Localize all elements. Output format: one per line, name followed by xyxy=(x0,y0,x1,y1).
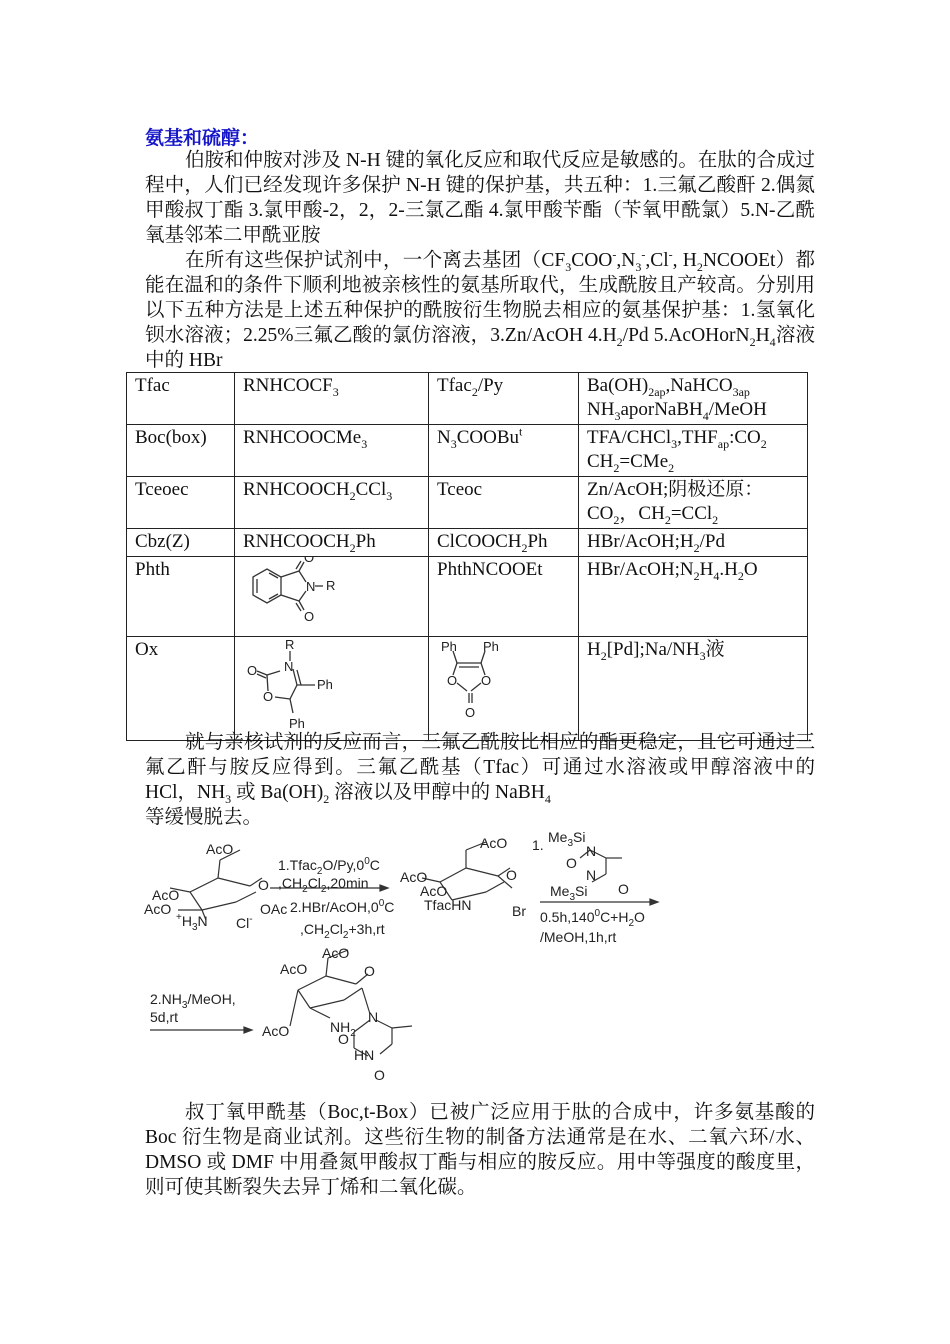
phthalimide-structure xyxy=(235,557,429,637)
svg-text:NH2: $NH_2$ xyxy=(330,1019,356,1039)
group-name: Phth xyxy=(127,557,235,637)
svg-text:O: O xyxy=(447,673,458,688)
reagent: PhthNCOOEt xyxy=(429,557,579,637)
reagent: Tfac$_2$/Py xyxy=(429,373,579,425)
svg-text:O: O xyxy=(374,1067,385,1083)
svg-text:R: R xyxy=(326,578,336,593)
svg-text:AcO: AcO xyxy=(262,1023,290,1039)
table-row xyxy=(127,373,808,425)
svg-text:TfacHN: TfacHN xyxy=(424,897,472,913)
removal-conditions: $Ba(OH)_{2ap},NaHCO_{3ap}$ $NH_3aporNaBH_4$/MeOH xyxy=(579,373,808,425)
svg-text:O: O xyxy=(304,609,315,624)
svg-text:N: N xyxy=(586,867,597,883)
svg-text:O: O xyxy=(364,963,375,979)
boc-text: 叔丁氧甲酰基（Boc,t-Box）已被广泛应用于肽的合成中，许多氨基酸的 Boc 衍生物是商业试剂。这些衍生物的制备方法通常是在水、二氧六环/水、DMSO 或 DMF 中用叠氮甲酸叔丁酯与相应的胺反应。用中等强度的酸度里，则可使其断裂失去异丁烯和二氧化碳。 xyxy=(145,1102,815,1198)
derivative-formula: $RNHCOOCH_2Ph$ xyxy=(235,529,429,557)
intro-paragraph-2 xyxy=(145,248,815,373)
removal-conditions: HBr/$AcOH;H_2/Pd$ xyxy=(579,529,808,557)
protecting-group-table xyxy=(126,372,808,741)
section-heading: 氨基和硫醇： xyxy=(145,127,260,149)
svg-text:N: N xyxy=(368,1009,379,1025)
reaction-scheme xyxy=(140,830,680,1090)
tfac-text: 就与亲核试剂的反应而言，三氟乙酰胺比相应的酯更稳定，且它可通过三氟乙酐与胺反应得到。三氟乙酰基（Tfac）可通过水溶液或甲醇溶液中的 HCl，$NH_3$ 或 $Ba(OH)_2$ 溶液以及甲醇中的 NaBH$_4$ 等缓慢脱去。 xyxy=(145,732,815,828)
svg-text:HN: HN xyxy=(354,1047,375,1063)
svg-text:Ph: Ph xyxy=(483,639,499,654)
svg-text:O: O xyxy=(465,705,476,720)
svg-text:O: O xyxy=(263,689,274,704)
svg-text:O: O xyxy=(338,1031,349,1047)
removal-conditions: Zn/AcOH;阴极还原： $CO_2$，$CH_2=CCl_2$ xyxy=(579,477,808,529)
svg-text:Me3Si: $Me_3Si$ xyxy=(548,830,586,849)
svg-text:AcO: AcO xyxy=(480,835,508,851)
table-row xyxy=(127,637,808,741)
svg-text:AcO: AcO xyxy=(420,883,448,899)
svg-text:5d,rt: 5d,rt xyxy=(150,1009,179,1025)
svg-text:Cl-: Cl- xyxy=(236,914,253,931)
removal-conditions: TFA/$CHCl_3,THF_{ap}:CO_2$ $CH_2=CMe_2$ xyxy=(579,425,808,477)
svg-text:Me3Si: $Me_3Si$ xyxy=(550,883,588,903)
svg-text:/MeOH,1h,rt: /MeOH,1h,rt xyxy=(540,929,617,945)
svg-text:Br: Br xyxy=(512,903,526,919)
svg-text:N: N xyxy=(306,579,316,594)
dioxolone-structure xyxy=(429,637,579,741)
reagent: Tceoc xyxy=(429,477,579,529)
removal-conditions: $H_2[Pd];Na/NH_3$液 xyxy=(579,637,808,741)
svg-text:AcO: AcO xyxy=(206,841,234,857)
svg-text:2.HBr/AcOH,00C: $2.HBr/AcOH,0^0C$ xyxy=(290,898,395,915)
reagent: $N_3COOBu^t$ xyxy=(429,425,579,477)
group-name: Ox xyxy=(127,637,235,741)
svg-text:R: R xyxy=(285,637,295,652)
svg-text:AcO: AcO xyxy=(280,961,308,977)
svg-text:OAc: OAc xyxy=(260,901,288,917)
derivative-formula: RNHCOOCMe$_3$ xyxy=(235,425,429,477)
svg-text:AcO: AcO xyxy=(152,887,180,903)
phthalimide-structure-drawing xyxy=(235,557,415,629)
reagent: ClCOOCH$_2$Ph xyxy=(429,529,579,557)
group-name: Tceoec xyxy=(127,477,235,529)
svg-text:O: O xyxy=(304,557,315,565)
intro-paragraph-1 xyxy=(145,148,815,248)
intro-text-2: 在所有这些保护试剂中，一个离去基团（$CF_3COO^-,N_3^-,Cl^-$, $H_2NCOOEt$）都能在温和的条件下顺利地被亲核性的氨基所取代，生成酰胺且产较高。分别用以下五种方法是上述五种保护的酰胺衍生物脱去相应的氨基保护基：1.氢氧化钡水溶液；2.25%三氟乙酸的氯仿溶液，3.Zn/AcOH $4.H_2/Pd$ $5.AcOHorN_2H_4$溶液中的 HBr xyxy=(145,247,815,371)
svg-text:2.NH3/MeOH,: $2.NH_3$/MeOH, xyxy=(150,991,236,1011)
derivative-formula: $RNHCOOCH_2CCl_3$ xyxy=(235,477,429,529)
svg-text:Ph: Ph xyxy=(289,716,305,731)
svg-text:1.: 1. xyxy=(532,837,544,853)
svg-text:Ph: Ph xyxy=(317,677,333,692)
svg-text:O: O xyxy=(481,673,492,688)
table-row xyxy=(127,477,808,529)
svg-text:N: N xyxy=(284,659,294,674)
svg-text:N: N xyxy=(586,843,597,859)
group-name: Tfac xyxy=(127,373,235,425)
intro-text-1: 伯胺和仲胺对涉及 N-H 键的氧化反应和取代反应是敏感的。在肽的合成过程中，人们已经发现许多保护 N-H 键的保护基，共五种：1.三氟乙酸酐 2.偶氮甲酸叔丁酯 3.氯甲酸-2，2，2-三氯乙酯 4.氯甲酸苄酯（苄氧甲酰氯）5.N-乙酰氧基邻苯二甲酰亚胺 xyxy=(145,150,815,246)
svg-text:O: O xyxy=(506,867,517,883)
boc-paragraph xyxy=(145,1100,815,1200)
svg-text:1.Tfac2O/Py,00C: $1.Tfac_2O/Py,0^0C$ xyxy=(278,856,380,877)
table-row xyxy=(127,529,808,557)
svg-text:O: O xyxy=(247,663,258,678)
oxazolone-structure xyxy=(235,637,429,741)
table-row xyxy=(127,425,808,477)
svg-text:O: O xyxy=(618,881,629,897)
dioxolone-structure-drawing xyxy=(429,637,577,733)
svg-text:,CH2Cl2,20min: $,CH_2Cl_2,20\min$ xyxy=(278,875,369,895)
svg-text:AcO: AcO xyxy=(400,869,428,885)
svg-text:,CH2Cl2+3h,rt: $,CH_2Cl_2+3h,rt$ xyxy=(300,921,385,941)
group-name: Cbz(Z) xyxy=(127,529,235,557)
tfac-paragraph xyxy=(145,730,815,830)
svg-text:O: O xyxy=(566,855,577,871)
svg-text:Ph: Ph xyxy=(441,639,457,654)
svg-text:AcO: AcO xyxy=(144,901,172,917)
group-name: Boc(box) xyxy=(127,425,235,477)
table-row xyxy=(127,557,808,637)
svg-text:O: O xyxy=(258,877,269,893)
svg-text:0.5h,1400C+H2O: $0.5h,140^0C+H_2O$ xyxy=(540,908,645,929)
svg-text:AcO: AcO xyxy=(322,945,350,961)
derivative-formula: $RNHCOCF_3$ xyxy=(235,373,429,425)
removal-conditions: HBr/$AcOH;N_2H_4.H_2O$ xyxy=(579,557,808,637)
oxazolone-structure-drawing xyxy=(235,637,415,733)
svg-text:+H3N: $^+H_3N$ xyxy=(176,912,208,933)
